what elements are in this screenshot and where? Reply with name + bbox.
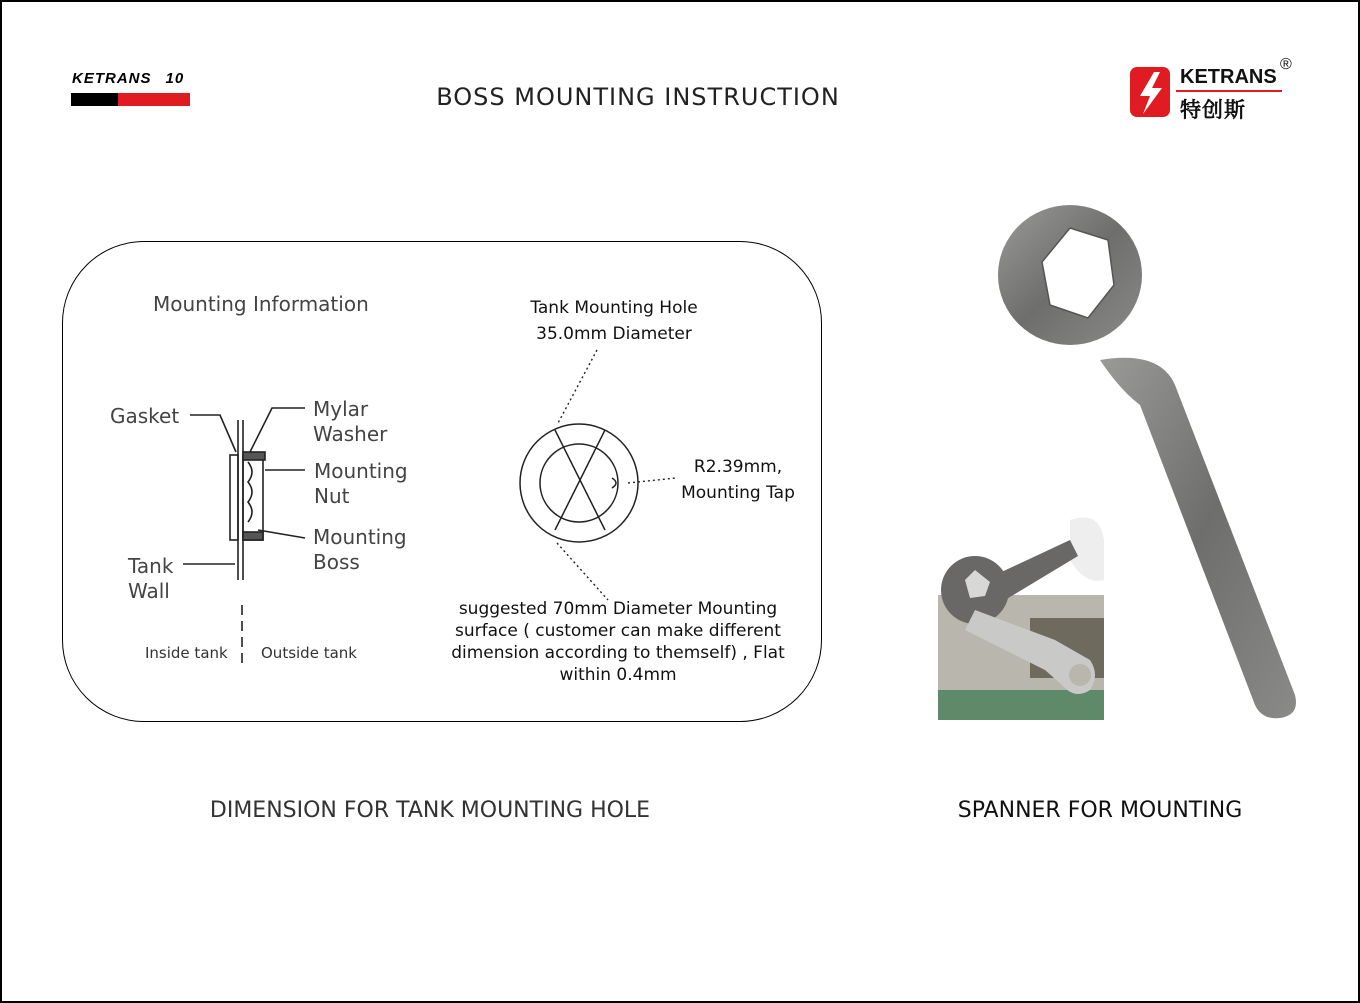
logo-registered: ® (1280, 56, 1292, 73)
logo-en: KETRANS (1180, 66, 1277, 88)
label-tap-1: R2.39mm, (693, 457, 783, 477)
label-surface-3: dimension according to themself) , Flat (451, 643, 785, 663)
caption-spanner: SPANNER FOR MOUNTING (957, 798, 1243, 823)
label-nut-1: Mounting (314, 459, 408, 483)
label-surface-2: surface ( customer can make different (455, 621, 781, 641)
label-tank-1: Tank (128, 554, 174, 578)
label-surface-4: within 0.4mm (559, 665, 677, 685)
label-nut-2: Nut (314, 484, 350, 508)
label-hole-2: 35.0mm Diameter (536, 324, 692, 344)
diagram-heading: Mounting Information (153, 292, 369, 316)
caption-dimension: DIMENSION FOR TANK MOUNTING HOLE (209, 798, 651, 823)
page-title: BOSS MOUNTING INSTRUCTION (436, 83, 840, 111)
label-mylar-1: Mylar (313, 397, 369, 421)
brand-small-text: KETRANS (72, 70, 152, 87)
label-gasket: Gasket (110, 404, 180, 428)
logo-cn: 特创斯 (1180, 98, 1246, 122)
label-boss-2: Boss (313, 550, 360, 574)
label-hole-1: Tank Mounting Hole (530, 298, 698, 318)
label-surface-1: suggested 70mm Diameter Mounting (458, 599, 778, 619)
label-tank-2: Wall (128, 579, 170, 603)
label-mylar-2: Washer (313, 422, 388, 446)
label-inside-tank: Inside tank (145, 644, 228, 662)
label-tap-2: Mounting Tap (681, 483, 795, 503)
label-boss-1: Mounting (313, 525, 407, 549)
brand-number: 10 (165, 70, 185, 87)
label-outside-tank: Outside tank (261, 644, 357, 662)
